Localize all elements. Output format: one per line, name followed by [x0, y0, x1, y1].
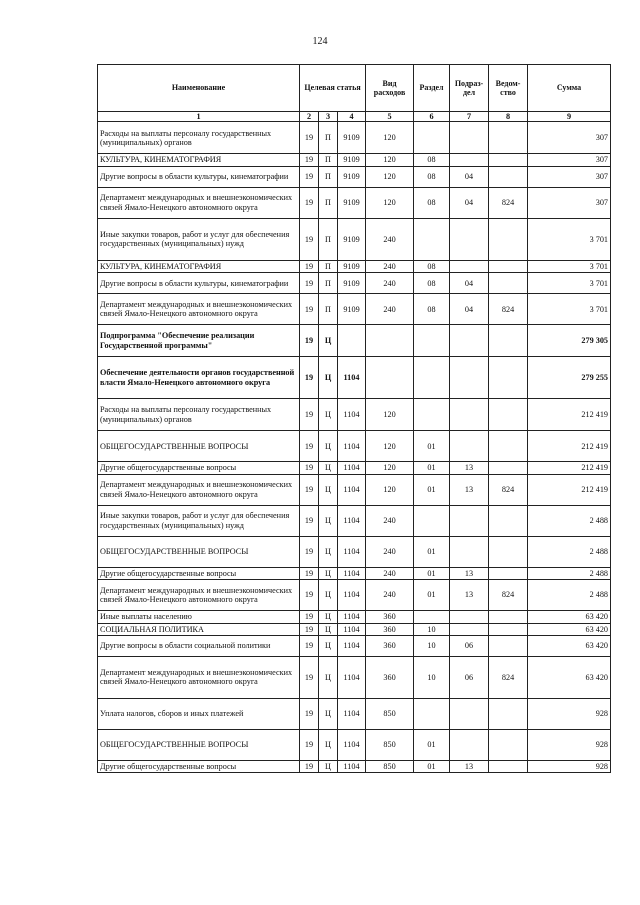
- row-name-cell: Подпрограмма "Обеспечение реализации Государственной программы": [98, 325, 300, 357]
- row-name-cell: Департамент международных и внешнеэкономических связей Ямало-Ненецкого автономного округа: [98, 187, 300, 218]
- table-row: [98, 536, 611, 567]
- row-target-code-a: 19: [300, 273, 319, 294]
- row-section: 01: [414, 580, 450, 611]
- row-expense-type: 850: [366, 760, 414, 772]
- table-row: [98, 611, 611, 623]
- row-target-code-a: 19: [300, 656, 319, 698]
- row-sum: 63 420: [528, 623, 611, 635]
- table-row: [98, 505, 611, 536]
- row-section: 10: [414, 623, 450, 635]
- table-row: [98, 760, 611, 772]
- row-subsection: [450, 611, 489, 623]
- row-target-code-a: 19: [300, 462, 319, 474]
- row-sum: 3 701: [528, 273, 611, 294]
- row-expense-type: 120: [366, 187, 414, 218]
- row-target-code-c: 1104: [338, 505, 366, 536]
- row-department: [489, 505, 528, 536]
- row-name-cell: КУЛЬТУРА, КИНЕМАТОГРАФИЯ: [98, 260, 300, 272]
- table-row: [98, 273, 611, 294]
- row-subsection: [450, 154, 489, 166]
- row-section: 01: [414, 431, 450, 462]
- row-target-code-c: 1104: [338, 462, 366, 474]
- row-department: [489, 536, 528, 567]
- row-subsection: [450, 122, 489, 154]
- header-subsection: Подраз-дел: [450, 65, 489, 112]
- table-row: [98, 656, 611, 698]
- row-expense-type: 360: [366, 635, 414, 656]
- row-section: 01: [414, 536, 450, 567]
- row-expense-type: 360: [366, 656, 414, 698]
- row-target-code-a: 19: [300, 187, 319, 218]
- row-target-code-b: Ц: [319, 567, 338, 579]
- row-target-code-a: 19: [300, 474, 319, 505]
- row-target-code-b: Ц: [319, 325, 338, 357]
- row-target-code-a: 19: [300, 580, 319, 611]
- table-row: [98, 122, 611, 154]
- column-number: 2: [300, 112, 319, 122]
- row-target-code-c: 9109: [338, 260, 366, 272]
- row-subsection: 04: [450, 166, 489, 187]
- table-row: [98, 474, 611, 505]
- row-expense-type: 240: [366, 273, 414, 294]
- row-department: [489, 635, 528, 656]
- row-department: [489, 611, 528, 623]
- row-target-code-b: П: [319, 187, 338, 218]
- table-row: [98, 462, 611, 474]
- row-name-cell: Иные закупки товаров, работ и услуг для обеспечения государственных (муниципальных) нужд: [98, 505, 300, 536]
- header-expense-type: Вид расходов: [366, 65, 414, 112]
- column-number: 6: [414, 112, 450, 122]
- row-department: [489, 273, 528, 294]
- row-department: [489, 760, 528, 772]
- page-number: 124: [312, 36, 328, 47]
- row-subsection: 06: [450, 656, 489, 698]
- row-department: [489, 567, 528, 579]
- row-section: 08: [414, 154, 450, 166]
- row-expense-type: 120: [366, 166, 414, 187]
- column-number: 9: [528, 112, 611, 122]
- row-target-code-a: 19: [300, 760, 319, 772]
- row-name-cell: Департамент международных и внешнеэкономических связей Ямало-Ненецкого автономного округа: [98, 656, 300, 698]
- row-target-code-c: 1104: [338, 357, 366, 399]
- row-target-code-b: Ц: [319, 536, 338, 567]
- row-section: [414, 611, 450, 623]
- row-department: [489, 122, 528, 154]
- row-target-code-a: 19: [300, 698, 319, 729]
- row-name-cell: Расходы на выплаты персоналу государственных (муниципальных) органов: [98, 399, 300, 431]
- row-target-code-a: 19: [300, 218, 319, 260]
- row-expense-type: 360: [366, 611, 414, 623]
- row-target-code-c: 1104: [338, 729, 366, 760]
- row-subsection: [450, 399, 489, 431]
- header-section: Раздел: [414, 65, 450, 112]
- column-number: 1: [98, 112, 300, 122]
- row-name-cell: КУЛЬТУРА, КИНЕМАТОГРАФИЯ: [98, 154, 300, 166]
- table-row: [98, 623, 611, 635]
- table-row: [98, 729, 611, 760]
- table-row: [98, 154, 611, 166]
- row-target-code-c: 9109: [338, 122, 366, 154]
- row-sum: 63 420: [528, 611, 611, 623]
- row-target-code-c: 1104: [338, 698, 366, 729]
- table-row: [98, 166, 611, 187]
- row-subsection: [450, 325, 489, 357]
- row-target-code-a: 19: [300, 431, 319, 462]
- row-subsection: [450, 218, 489, 260]
- table-row: [98, 260, 611, 272]
- row-expense-type: 120: [366, 399, 414, 431]
- row-target-code-c: 1104: [338, 760, 366, 772]
- row-section: 08: [414, 187, 450, 218]
- row-target-code-b: Ц: [319, 580, 338, 611]
- row-subsection: 13: [450, 567, 489, 579]
- row-department: [489, 462, 528, 474]
- row-target-code-b: Ц: [319, 462, 338, 474]
- row-name-cell: Иные выплаты населению: [98, 611, 300, 623]
- row-department: [489, 357, 528, 399]
- row-target-code-c: 9109: [338, 294, 366, 325]
- row-sum: 307: [528, 166, 611, 187]
- row-subsection: [450, 505, 489, 536]
- table-row: [98, 399, 611, 431]
- row-target-code-a: 19: [300, 729, 319, 760]
- row-target-code-a: 19: [300, 122, 319, 154]
- row-name-cell: Другие общегосударственные вопросы: [98, 760, 300, 772]
- row-section: 10: [414, 635, 450, 656]
- row-name-cell: ОБЩЕГОСУДАРСТВЕННЫЕ ВОПРОСЫ: [98, 536, 300, 567]
- row-target-code-b: Ц: [319, 399, 338, 431]
- row-target-code-b: Ц: [319, 635, 338, 656]
- row-department: [489, 729, 528, 760]
- header-row: [98, 65, 611, 112]
- table-row: [98, 294, 611, 325]
- row-section: [414, 505, 450, 536]
- row-section: 08: [414, 294, 450, 325]
- row-sum: 307: [528, 122, 611, 154]
- row-target-code-b: П: [319, 273, 338, 294]
- row-sum: 279 255: [528, 357, 611, 399]
- row-target-code-b: Ц: [319, 431, 338, 462]
- row-target-code-c: 9109: [338, 273, 366, 294]
- row-target-code-b: П: [319, 294, 338, 325]
- row-subsection: [450, 536, 489, 567]
- header-sum: Сумма: [528, 65, 611, 112]
- row-target-code-c: 1104: [338, 567, 366, 579]
- row-name-cell: СОЦИАЛЬНАЯ ПОЛИТИКА: [98, 623, 300, 635]
- row-expense-type: 120: [366, 122, 414, 154]
- row-name-cell: Другие вопросы в области культуры, кинематографии: [98, 166, 300, 187]
- column-number: 3: [319, 112, 338, 122]
- row-department: [489, 260, 528, 272]
- row-target-code-c: 1104: [338, 399, 366, 431]
- row-target-code-a: 19: [300, 635, 319, 656]
- table-row: [98, 635, 611, 656]
- row-subsection: 04: [450, 187, 489, 218]
- row-expense-type: 240: [366, 505, 414, 536]
- header-department: Ведом-ство: [489, 65, 528, 112]
- row-section: 01: [414, 567, 450, 579]
- row-section: 10: [414, 656, 450, 698]
- row-name-cell: Уплата налогов, сборов и иных платежей: [98, 698, 300, 729]
- row-section: 01: [414, 729, 450, 760]
- row-name-cell: Другие общегосударственные вопросы: [98, 462, 300, 474]
- row-target-code-b: Ц: [319, 357, 338, 399]
- row-sum: 928: [528, 729, 611, 760]
- row-name-cell: Другие вопросы в области культуры, кинематографии: [98, 273, 300, 294]
- row-target-code-a: 19: [300, 536, 319, 567]
- table-body: [98, 122, 611, 773]
- row-subsection: 13: [450, 462, 489, 474]
- row-name-cell: Обеспечение деятельности органов государственной власти Ямало-Ненецкого автономного округа: [98, 357, 300, 399]
- row-sum: 2 488: [528, 567, 611, 579]
- row-target-code-b: П: [319, 260, 338, 272]
- row-section: [414, 399, 450, 431]
- row-target-code-a: 19: [300, 623, 319, 635]
- row-sum: 212 419: [528, 399, 611, 431]
- row-target-code-b: Ц: [319, 729, 338, 760]
- row-sum: 3 701: [528, 260, 611, 272]
- row-sum: 3 701: [528, 218, 611, 260]
- row-expense-type: [366, 357, 414, 399]
- row-sum: 307: [528, 154, 611, 166]
- row-department: 824: [489, 580, 528, 611]
- row-target-code-a: 19: [300, 325, 319, 357]
- row-target-code-b: П: [319, 122, 338, 154]
- table-row: [98, 580, 611, 611]
- row-name-cell: Департамент международных и внешнеэкономических связей Ямало-Ненецкого автономного округа: [98, 474, 300, 505]
- row-subsection: 04: [450, 273, 489, 294]
- row-target-code-c: 1104: [338, 611, 366, 623]
- row-expense-type: 240: [366, 567, 414, 579]
- row-target-code-b: Ц: [319, 623, 338, 635]
- row-target-code-a: 19: [300, 166, 319, 187]
- row-section: 08: [414, 166, 450, 187]
- row-expense-type: 120: [366, 462, 414, 474]
- row-target-code-c: 1104: [338, 623, 366, 635]
- row-section: 01: [414, 462, 450, 474]
- row-target-code-c: 1104: [338, 580, 366, 611]
- row-department: [489, 154, 528, 166]
- row-target-code-a: 19: [300, 567, 319, 579]
- column-number: 4: [338, 112, 366, 122]
- row-sum: 63 420: [528, 635, 611, 656]
- row-section: 01: [414, 474, 450, 505]
- row-sum: 928: [528, 698, 611, 729]
- row-department: 824: [489, 294, 528, 325]
- row-subsection: 13: [450, 580, 489, 611]
- row-target-code-a: 19: [300, 260, 319, 272]
- row-target-code-b: Ц: [319, 656, 338, 698]
- header-target: Целевая статья: [300, 65, 366, 112]
- row-section: [414, 218, 450, 260]
- row-name-cell: Иные закупки товаров, работ и услуг для обеспечения государственных (муниципальных) нужд: [98, 218, 300, 260]
- row-expense-type: 240: [366, 580, 414, 611]
- row-expense-type: 120: [366, 431, 414, 462]
- row-target-code-b: Ц: [319, 698, 338, 729]
- row-sum: 212 419: [528, 474, 611, 505]
- row-sum: 63 420: [528, 656, 611, 698]
- row-target-code-b: Ц: [319, 474, 338, 505]
- row-sum: 2 488: [528, 580, 611, 611]
- row-sum: 2 488: [528, 536, 611, 567]
- column-number: 7: [450, 112, 489, 122]
- row-target-code-b: Ц: [319, 611, 338, 623]
- row-target-code-b: Ц: [319, 760, 338, 772]
- row-sum: 2 488: [528, 505, 611, 536]
- row-subsection: 13: [450, 760, 489, 772]
- row-subsection: [450, 431, 489, 462]
- row-section: [414, 357, 450, 399]
- row-department: 824: [489, 656, 528, 698]
- table-row: [98, 357, 611, 399]
- row-department: 824: [489, 474, 528, 505]
- row-target-code-c: 1104: [338, 431, 366, 462]
- row-subsection: 13: [450, 474, 489, 505]
- column-number: 8: [489, 112, 528, 122]
- row-name-cell: Другие вопросы в области социальной политики: [98, 635, 300, 656]
- row-sum: 928: [528, 760, 611, 772]
- row-name-cell: Другие общегосударственные вопросы: [98, 567, 300, 579]
- row-expense-type: 240: [366, 536, 414, 567]
- row-target-code-b: П: [319, 218, 338, 260]
- row-subsection: [450, 729, 489, 760]
- row-department: [489, 698, 528, 729]
- row-expense-type: 850: [366, 698, 414, 729]
- row-department: [489, 166, 528, 187]
- row-expense-type: 360: [366, 623, 414, 635]
- row-target-code-c: 1104: [338, 656, 366, 698]
- row-name-cell: ОБЩЕГОСУДАРСТВЕННЫЕ ВОПРОСЫ: [98, 431, 300, 462]
- row-department: [489, 431, 528, 462]
- table-row: [98, 567, 611, 579]
- row-expense-type: [366, 325, 414, 357]
- row-name-cell: ОБЩЕГОСУДАРСТВЕННЫЕ ВОПРОСЫ: [98, 729, 300, 760]
- column-number-row: [98, 112, 611, 122]
- row-sum: 3 701: [528, 294, 611, 325]
- row-section: [414, 698, 450, 729]
- row-sum: 212 419: [528, 431, 611, 462]
- table-row: [98, 218, 611, 260]
- column-number: 5: [366, 112, 414, 122]
- row-target-code-c: [338, 325, 366, 357]
- row-target-code-b: П: [319, 154, 338, 166]
- table-row: [98, 431, 611, 462]
- row-section: 08: [414, 260, 450, 272]
- row-target-code-c: 9109: [338, 187, 366, 218]
- row-target-code-c: 1104: [338, 536, 366, 567]
- table-row: [98, 698, 611, 729]
- row-target-code-a: 19: [300, 611, 319, 623]
- row-subsection: [450, 357, 489, 399]
- row-expense-type: 240: [366, 294, 414, 325]
- row-sum: 307: [528, 187, 611, 218]
- row-target-code-c: 9109: [338, 154, 366, 166]
- row-expense-type: 240: [366, 260, 414, 272]
- row-section: 01: [414, 760, 450, 772]
- row-department: [489, 399, 528, 431]
- row-target-code-b: П: [319, 166, 338, 187]
- table-row: [98, 325, 611, 357]
- row-target-code-c: 9109: [338, 218, 366, 260]
- row-subsection: [450, 260, 489, 272]
- row-expense-type: 240: [366, 218, 414, 260]
- row-target-code-c: 9109: [338, 166, 366, 187]
- row-department: [489, 623, 528, 635]
- row-target-code-b: Ц: [319, 505, 338, 536]
- row-target-code-a: 19: [300, 294, 319, 325]
- row-target-code-c: 1104: [338, 635, 366, 656]
- row-subsection: [450, 623, 489, 635]
- table-row: [98, 187, 611, 218]
- header-name: Наименование: [98, 65, 300, 112]
- row-subsection: [450, 698, 489, 729]
- row-sum: 212 419: [528, 462, 611, 474]
- row-section: 08: [414, 273, 450, 294]
- row-name-cell: Департамент международных и внешнеэкономических связей Ямало-Ненецкого автономного округа: [98, 580, 300, 611]
- row-target-code-a: 19: [300, 505, 319, 536]
- row-expense-type: 850: [366, 729, 414, 760]
- row-sum: 279 305: [528, 325, 611, 357]
- row-subsection: 04: [450, 294, 489, 325]
- row-expense-type: 120: [366, 154, 414, 166]
- row-subsection: 06: [450, 635, 489, 656]
- row-department: [489, 325, 528, 357]
- row-name-cell: Департамент международных и внешнеэкономических связей Ямало-Ненецкого автономного округа: [98, 294, 300, 325]
- row-name-cell: Расходы на выплаты персоналу государственных (муниципальных) органов: [98, 122, 300, 154]
- row-department: [489, 218, 528, 260]
- row-department: 824: [489, 187, 528, 218]
- row-expense-type: 120: [366, 474, 414, 505]
- row-section: [414, 325, 450, 357]
- row-target-code-a: 19: [300, 154, 319, 166]
- budget-table: [97, 64, 611, 773]
- row-section: [414, 122, 450, 154]
- row-target-code-c: 1104: [338, 474, 366, 505]
- row-target-code-a: 19: [300, 399, 319, 431]
- row-target-code-a: 19: [300, 357, 319, 399]
